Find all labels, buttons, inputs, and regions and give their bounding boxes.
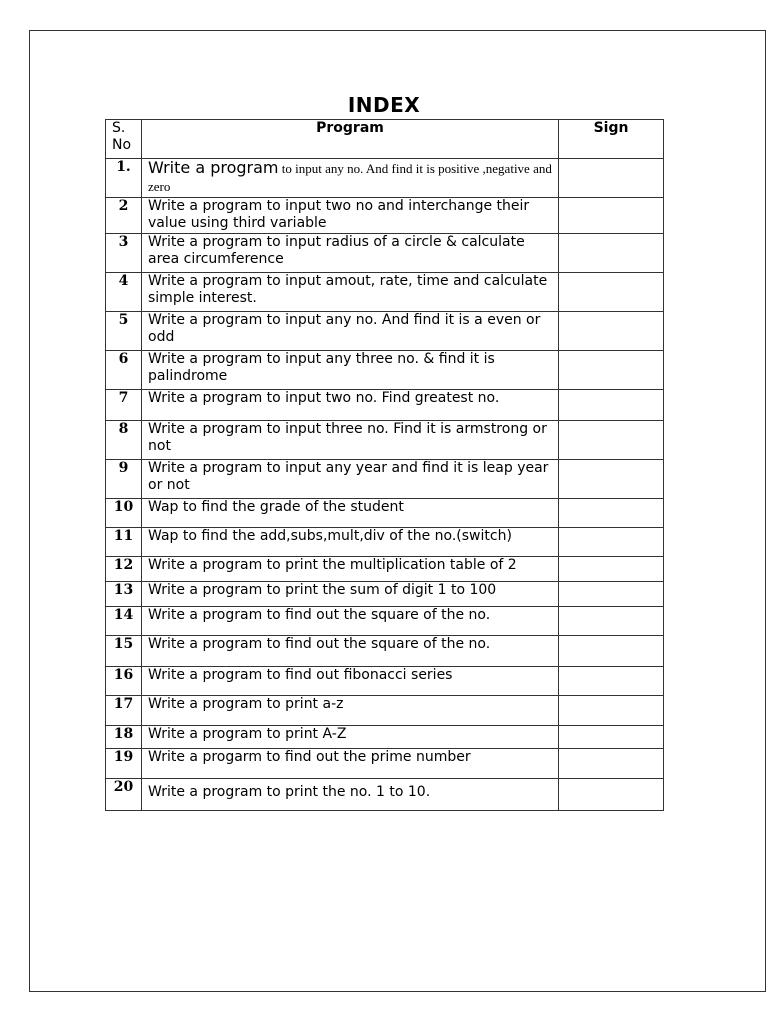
table-row: [106, 696, 664, 726]
row-program-part2: to input any no. And find it is positive ,negative and zero: [148, 161, 552, 194]
row-sno: 17: [106, 696, 142, 726]
row-sno: 3: [106, 234, 142, 273]
row-sign: [559, 390, 664, 421]
row-sno: 11: [106, 528, 142, 557]
row-sign: [559, 312, 664, 351]
header-sign: Sign: [559, 120, 664, 159]
row-program: [142, 159, 559, 198]
table-row: [106, 607, 664, 636]
page-title: INDEX: [347, 93, 421, 117]
row-program: Write a program to input radius of a circle & calculate area circumference: [142, 234, 559, 273]
table-row: [106, 351, 664, 390]
row-sign: [559, 159, 664, 198]
row-sign: [559, 528, 664, 557]
row-program: Write a program to input amout, rate, time and calculate simple interest.: [142, 273, 559, 312]
table-row: [106, 421, 664, 460]
row-program: Write a program to print the sum of digit 1 to 100: [142, 582, 559, 607]
row-sno: 4: [106, 273, 142, 312]
row-sign: [559, 234, 664, 273]
row-program: Write a program to input any year and find it is leap year or not: [142, 460, 559, 499]
row-program: Write a program to print a-z: [142, 696, 559, 726]
table-row: [106, 726, 664, 749]
row-sign: [559, 460, 664, 499]
row-sno: 5: [106, 312, 142, 351]
table-row: [106, 198, 664, 234]
row-sign: [559, 421, 664, 460]
row-sno: 1.: [106, 159, 142, 198]
row-program: Write a program to input any three no. & find it is palindrome: [142, 351, 559, 390]
row-sno: 18: [106, 726, 142, 749]
row-sign: [559, 779, 664, 811]
row-sno: 12: [106, 557, 142, 582]
table-row: [106, 582, 664, 607]
row-sno: 7: [106, 390, 142, 421]
row-program: Write a program to print A-Z: [142, 726, 559, 749]
row-program: Write a program to find out fibonacci series: [142, 667, 559, 696]
table-row: [106, 390, 664, 421]
row-sign: [559, 273, 664, 312]
row-program: Write a program to input two no. Find greatest no.: [142, 390, 559, 421]
row-sign: [559, 198, 664, 234]
row-program: Write a program to find out the square of the no.: [142, 607, 559, 636]
index-table: [105, 119, 664, 811]
row-sign: [559, 607, 664, 636]
table-row: [106, 499, 664, 528]
table-row: [106, 667, 664, 696]
table-header-row: [106, 120, 664, 159]
row-sno: 6: [106, 351, 142, 390]
table-row: [106, 779, 664, 811]
table-row: [106, 234, 664, 273]
row-sign: [559, 636, 664, 667]
row-program: Wap to find the grade of the student: [142, 499, 559, 528]
table-row: [106, 312, 664, 351]
row-sign: [559, 696, 664, 726]
row-program: Write a progarm to find out the prime number: [142, 749, 559, 779]
row-sno: 16: [106, 667, 142, 696]
row-sno: 20: [106, 779, 142, 811]
row-program-part1: Write a program: [148, 158, 279, 177]
table-row: [106, 159, 664, 198]
row-program: Write a program to input any no. And find it is a even or odd: [142, 312, 559, 351]
table-row: [106, 273, 664, 312]
row-sno: 19: [106, 749, 142, 779]
table-row: [106, 528, 664, 557]
row-program: Write a program to input three no. Find it is armstrong or not: [142, 421, 559, 460]
header-program: Program: [142, 120, 559, 159]
row-program: Write a program to find out the square of the no.: [142, 636, 559, 667]
row-sno: 9: [106, 460, 142, 499]
row-sign: [559, 667, 664, 696]
row-sno: 13: [106, 582, 142, 607]
header-sno: S. No: [106, 120, 142, 159]
row-sno: 15: [106, 636, 142, 667]
row-program: Write a program to input two no and interchange their value using third variable: [142, 198, 559, 234]
table-row: [106, 636, 664, 667]
row-sign: [559, 351, 664, 390]
row-sign: [559, 726, 664, 749]
row-program: Write a program to print the multiplication table of 2: [142, 557, 559, 582]
row-sign: [559, 557, 664, 582]
row-sno: 10: [106, 499, 142, 528]
row-sign: [559, 749, 664, 779]
row-sno: 8: [106, 421, 142, 460]
row-sno: 2: [106, 198, 142, 234]
table-row: [106, 460, 664, 499]
table-row: [106, 749, 664, 779]
row-program: Wap to find the add,subs,mult,div of the no.(switch): [142, 528, 559, 557]
row-program: Write a program to print the no. 1 to 10.: [142, 779, 559, 811]
row-sign: [559, 499, 664, 528]
table-row: [106, 557, 664, 582]
row-sign: [559, 582, 664, 607]
row-sno: 14: [106, 607, 142, 636]
